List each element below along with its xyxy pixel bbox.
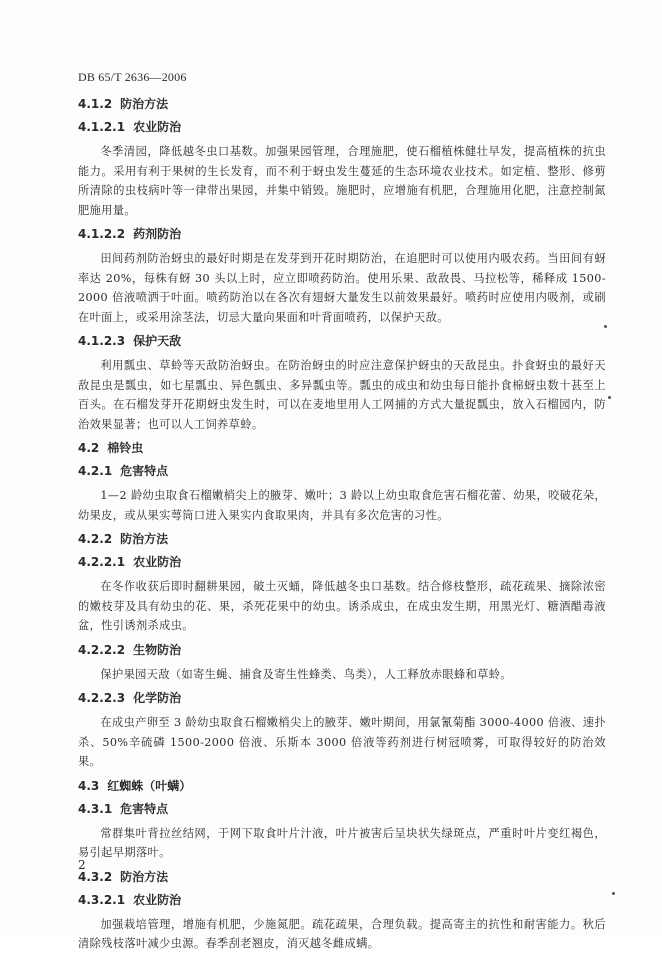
section-number: 4.3 [78,778,100,793]
section-title: 保护天敌 [133,334,182,348]
section-number: 4.3.2.1 [78,892,126,907]
section-title: 农业防治 [133,555,182,569]
section-number: 4.1.2 [78,97,113,111]
scan-speck [608,396,611,399]
page-number: 2 [78,858,86,872]
section-number: 4.1.2.3 [78,334,126,348]
section-heading [78,333,606,350]
section-heading [78,892,606,909]
section-title: 防治方法 [120,532,169,546]
section-number: 4.3.2 [78,869,113,884]
section-title: 农业防治 [133,892,182,907]
scan-speck [604,325,607,328]
paragraph: 田间药剂防治蚜虫的最好时期是在发芽到开花时期防治，在追肥时可以使用内吸农药。当田间有蚜率达 20%，每株有蚜 30 头以上时，应立即喷药防治。使用乐果、敌敌畏、马拉松等，稀释成 1500-2000 倍液喷洒于叶面。喷药防治以在各次有翅蚜大量发生以前效果最好。喷药时应使用内吸剂，或刷在叶面上，或采用涂茎法，切忌大量向果面和叶背面喷药，以保护天敌。 [78,252,606,324]
paragraph: 在成虫产卵至 3 龄幼虫取食石榴嫩梢尖上的腋芽、嫩叶期间，用氯氰菊酯 3000-4000 倍液、速扑杀、50%辛硫磷 1500-2000 倍液、乐斯本 3000 倍液等药剂进行树冠喷雾，可取得较好的防治效果。 [78,716,606,768]
paragraph: 加强栽培管理，增施有机肥，少施氮肥。疏花疏果，合理负载。提高寄主的抗性和耐害能力。秋后清除残枝落叶减少虫源。春季刮老翘皮，消灭越冬雌成螨。 [78,917,606,950]
section-title: 危害特点 [120,801,169,816]
section-number: 4.2.2.1 [78,555,126,569]
section-title: 农业防治 [133,120,182,134]
paragraph: 常群集叶背拉丝结网，于网下取食叶片汁液，叶片被害后呈块状失绿斑点，严重时叶片变红褐色，易引起早期落叶。 [78,826,606,859]
section-title: 棉铃虫 [107,441,144,455]
section-heading [78,463,606,480]
section-number: 4.2.2.2 [78,642,126,657]
section-number: 4.1.2.1 [78,120,126,134]
section-heading [78,690,606,707]
section-heading [78,801,606,818]
section-title: 危害特点 [120,464,169,478]
section-heading [78,119,606,136]
section-heading [78,226,606,243]
section-title: 药剂防治 [133,227,182,241]
section-heading [78,869,606,886]
section-number: 4.2.2.3 [78,691,126,705]
section-title: 红蜘蛛（叶螨） [107,778,192,793]
document-id: DB 65/T 2636—2006 [78,70,187,84]
section-title: 生物防治 [133,642,182,657]
paragraph: 保护果园天敌（如寄生蝇、捕食及寄生性蜂类、鸟类），人工释放赤眼蜂和草蛉。 [100,667,512,681]
section-title: 防治方法 [120,869,169,884]
section-heading [78,554,606,571]
section-number: 4.2 [78,441,100,455]
section-heading [78,440,606,457]
paragraph: 1—2 龄幼虫取食石榴嫩梢尖上的腋芽、嫩叶；3 龄以上幼虫取食危害石榴花蕾、幼果，咬破花朵，幼果皮，或从果实萼筒口进入果实内食取果肉，并具有多次危害的习性。 [78,489,606,522]
paragraph: 在冬作收获后即时翻耕果园，破土灭蛹，降低越冬虫口基数。结合修枝整形，疏花疏果、摘除浓密的嫩枝芽及具有幼虫的花、果，杀死花果中的幼虫。诱杀成虫，在成虫发生期，用黑光灯、糖酒醋毒液盆，性引诱剂杀成虫。 [78,580,606,632]
section-title: 防治方法 [120,97,169,111]
section-heading [78,778,606,795]
section-heading [78,642,606,659]
section-number: 4.2.1 [78,464,113,478]
paragraph: 冬季清园，降低越冬虫口基数。加强果园管理，合理施肥，使石榴植株健壮早发，提高植株的抗虫能力。采用有利于果树的生长发育，而不利于蚜虫发生蔓延的生态环境农业技术。如定植、整形、修剪所清除的虫枝病叶等一律带出果园，并集中销毁。施肥时，应增施有机肥，合理施用化肥，注意控制氮肥施用量。 [78,145,606,217]
scan-speck [612,892,615,895]
section-number: 4.3.1 [78,801,113,816]
paragraph: 利用瓢虫、草蛉等天敌防治蚜虫。在防治蚜虫的时应注意保护蚜虫的天敌昆虫。扑食蚜虫的最好天敌昆虫是瓢虫，如七星瓢虫、异色瓢虫、多异瓢虫等。瓢虫的成虫和幼虫每日能扑食棉蚜虫数十甚至上百头。在石榴发芽开花期蚜虫发生时，可以在麦地里用人工网捕的方式大量捉瓢虫，放入石榴园内，防治效果显著；也可以人工饲养草蛉。 [78,359,606,431]
document-body [78,96,606,960]
section-title: 化学防治 [133,691,182,705]
section-heading [78,96,606,113]
section-number: 4.1.2.2 [78,227,126,241]
section-number: 4.2.2 [78,532,113,546]
section-heading [78,531,606,548]
